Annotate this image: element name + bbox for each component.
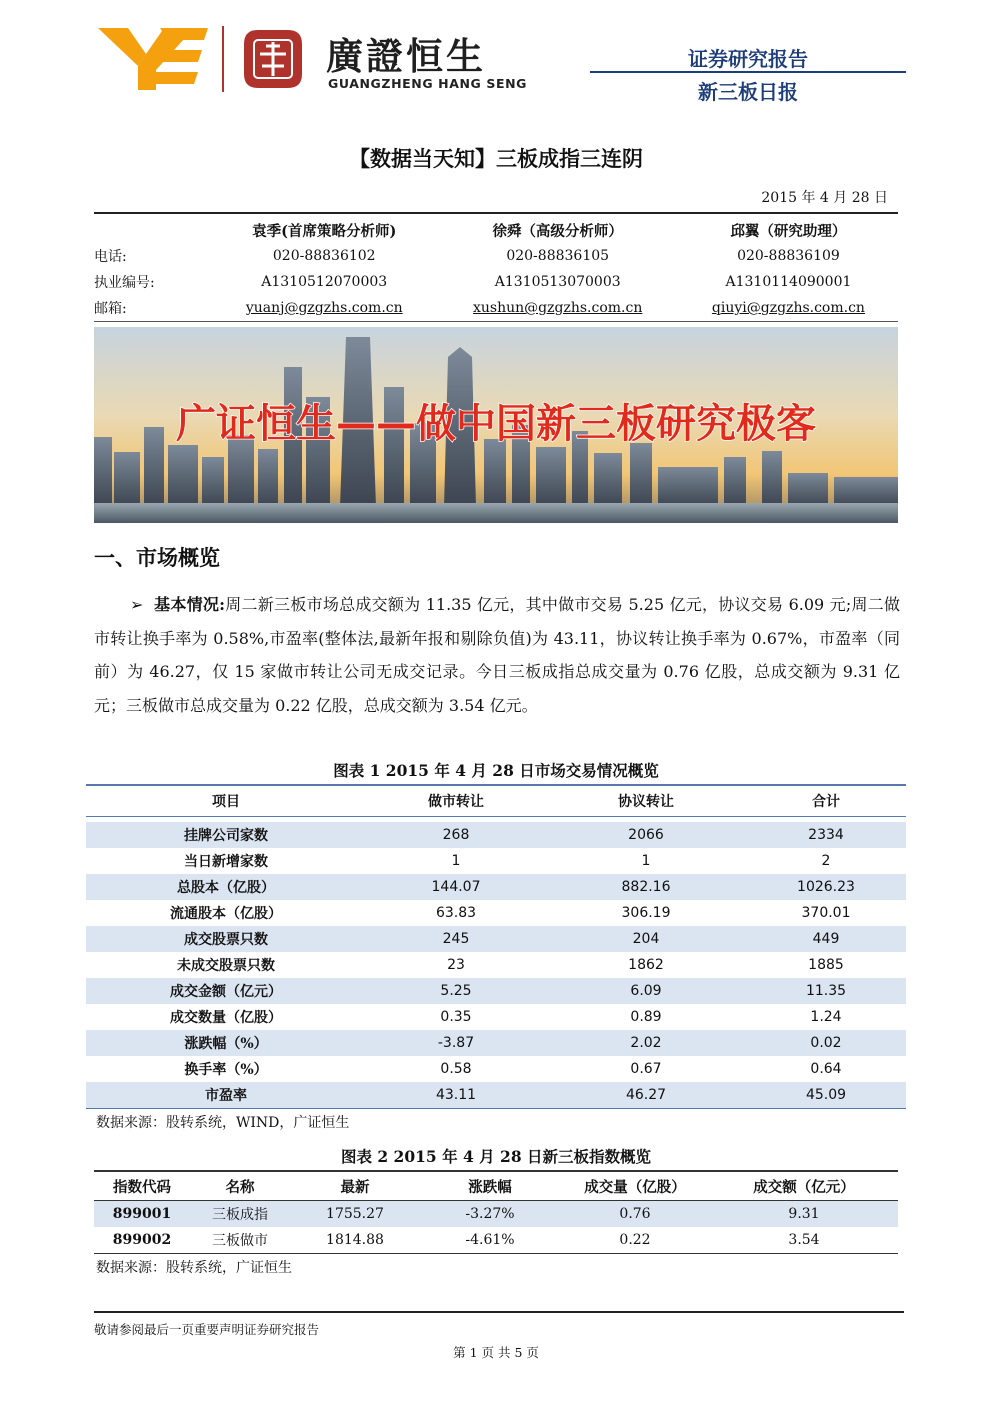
logo-divider xyxy=(222,26,224,92)
table2-caption: 图表 2 2015 年 4 月 28 日新三板指数概览 xyxy=(340,1147,652,1166)
table-row: 流通股本（亿股） 63.83 306.19 370.01 xyxy=(170,905,851,922)
report-date: 2015 年 4 月 28 日 xyxy=(761,190,888,206)
document-title: 【数据当天知】三板成指三连阴 xyxy=(349,146,643,171)
banner-slogan: 广证恒生——做中国新三板研究极客 xyxy=(176,401,816,447)
license-label: 执业编号: xyxy=(94,275,155,291)
header-rule xyxy=(590,71,906,73)
analyst-email-link[interactable]: qiuyi@gzgzhs.com.cn xyxy=(711,300,865,316)
table-row: 899002 三板做市 1814.88 -4.61% 0.22 3.54 xyxy=(94,1227,898,1254)
page-number: 第 1 页 共 5 页 xyxy=(453,1345,539,1360)
brand-name-cn: 廣證恒生 xyxy=(326,35,486,78)
table1-header: 做市转让 xyxy=(366,785,546,817)
table1-header: 协议转让 xyxy=(546,785,746,817)
section-title: 一、市场概览 xyxy=(94,545,220,570)
table-row: 总股本（亿股） 144.07 882.16 1026.23 xyxy=(86,874,906,900)
analyst-bottom-rule xyxy=(94,321,898,322)
analyst-phone: 020-88836105 xyxy=(506,248,610,264)
table2-source: 数据来源：股转系统，广证恒生 xyxy=(96,1260,292,1276)
market-overview-paragraph xyxy=(94,588,900,722)
table1-source: 数据来源：股转系统，WIND，广证恒生 xyxy=(96,1115,350,1131)
analyst-name: 徐舜（高级分析师） xyxy=(492,222,623,240)
footer-disclaimer: 敬请参阅最后一页重要声明证券研究报告 xyxy=(94,1322,320,1337)
table-row: 899001 三板成指 1755.27 -3.27% 0.76 9.31 xyxy=(94,1201,898,1228)
analyst-email-link[interactable]: yuanj@gzgzhs.com.cn xyxy=(245,300,403,316)
table-row: 挂牌公司家数 268 2066 2334 xyxy=(86,822,906,848)
analyst-name: 邱翼（研究助理） xyxy=(730,222,847,240)
analyst-license: A1310512070003 xyxy=(261,274,388,290)
analyst-name: 袁季(首席策略分析师) xyxy=(252,222,397,240)
table2-header: 最新 xyxy=(290,1171,420,1201)
analyst-top-rule xyxy=(94,212,898,214)
analyst-license: A1310114090001 xyxy=(725,274,852,290)
table2-header: 名称 xyxy=(190,1171,290,1201)
analyst-table xyxy=(94,217,898,321)
bullet-icon: ➢ xyxy=(130,595,144,614)
market-trading-table xyxy=(86,784,906,1109)
email-label: 邮箱: xyxy=(94,301,127,317)
analyst-phone: 020-88836102 xyxy=(272,248,376,264)
table-row: 成交金额（亿元） 5.25 6.09 11.35 xyxy=(86,978,906,1004)
table-row: 涨跌幅（%） -3.87 2.02 0.02 xyxy=(86,1030,906,1056)
analyst-email-link[interactable]: xushun@gzgzhs.com.cn xyxy=(473,300,643,316)
table2-header: 成交额（亿元） xyxy=(710,1171,898,1201)
analyst-license: A1310513070003 xyxy=(494,274,621,290)
table1-header: 合计 xyxy=(746,785,906,817)
ye-logo-icon xyxy=(98,24,208,92)
table-row: 成交数量（亿股） 0.35 0.89 1.24 xyxy=(170,1009,842,1026)
footer-rule xyxy=(94,1311,904,1313)
paragraph-lead: 基本情况: xyxy=(154,595,226,614)
table-row: 市盈率 43.11 46.27 45.09 xyxy=(86,1082,906,1109)
paragraph-text: 周二新三板市场总成交额为 11.35 亿元，其中做市交易 5.25 亿元，协议交易 6.09 元;周二做市转让换手率为 0.58%,市盈率(整体法,最新年报和剔除负值)为 43.11，协议转让换手率为 0.67%，市盈率（同前）为 46.27，仅 15 家做市转让公司无成交记录。今日三板成指总成交量为 0.76 亿股，总成交额为 9.31 亿元；三板做市总成交量为 0.22 亿股，总成交额为 3.54 亿元。 xyxy=(94,595,900,715)
report-type: 证券研究报告 xyxy=(688,47,808,71)
table1-header: 项目 xyxy=(86,785,366,817)
report-subtype: 新三板日报 xyxy=(698,80,798,104)
table-row: 成交股票只数 245 204 449 xyxy=(86,926,906,952)
table2-header: 涨跌幅 xyxy=(420,1171,560,1201)
table-row: 当日新增家数 1 1 2 xyxy=(184,853,831,870)
brand-name-en: GUANGZHENG HANG SENG xyxy=(328,76,528,91)
table2-header: 成交量（亿股） xyxy=(560,1171,710,1201)
table-row: 未成交股票只数 23 1862 1885 xyxy=(177,957,844,974)
seal-logo-icon xyxy=(238,26,308,92)
city-skyline-banner xyxy=(94,327,898,523)
table1-caption: 图表 1 2015 年 4 月 28 日市场交易情况概览 xyxy=(333,761,659,780)
table-row: 换手率（%） 0.58 0.67 0.64 xyxy=(184,1061,842,1078)
table2-header: 指数代码 xyxy=(94,1171,190,1201)
index-overview-table xyxy=(94,1170,898,1254)
analyst-phone: 020-88836109 xyxy=(737,248,840,264)
phone-label: 电话: xyxy=(94,249,127,265)
